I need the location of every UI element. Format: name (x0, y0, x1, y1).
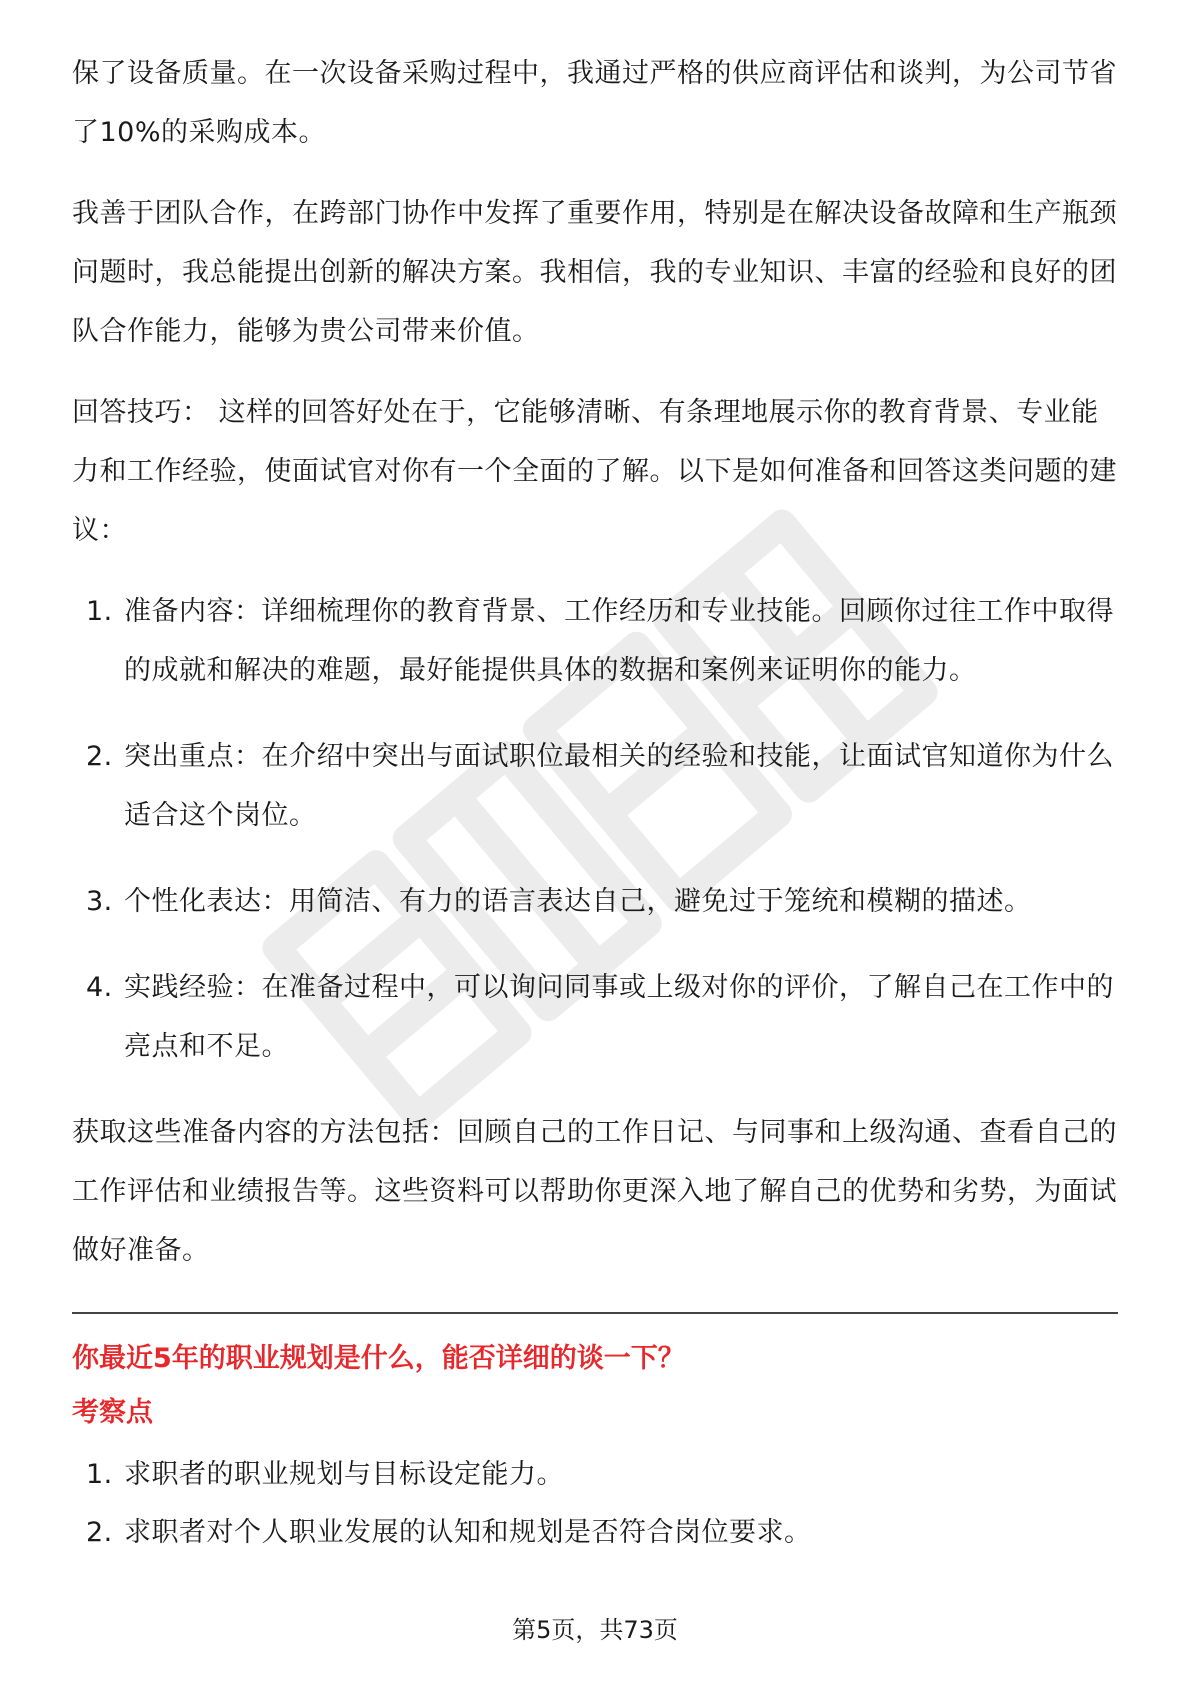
list-item-text: 个性化表达：用简洁、有力的语言表达自己，避免过于笼统和模糊的描述。 (124, 886, 1032, 917)
points-list (72, 1446, 1118, 1562)
list-item-text: 准备内容：详细梳理你的教育背景、工作经历和专业技能。回顾你过往工作中取得的成就和解决的难题，最好能提供具体的数据和案例来证明你的能力。 (124, 596, 1114, 686)
tips-list (72, 582, 1118, 1076)
intro-paragraph-2: 我善于团队合作，在跨部门协作中发挥了重要作用，特别是在解决设备故障和生产瓶颈问题时，我总能提出创新的解决方案。我相信，我的专业知识、丰富的经验和良好的团队合作能力，能够为贵公司带来价值。 (72, 198, 1117, 347)
list-number: 3. (86, 886, 113, 917)
question-title: 你最近5年的职业规划是什么，能否详细的谈一下？ (72, 1343, 685, 1374)
list-item (72, 958, 1118, 1076)
list-item (72, 582, 1118, 700)
list-item-text: 求职者对个人职业发展的认知和规划是否符合岗位要求。 (124, 1517, 812, 1548)
list-number: 2. (86, 741, 113, 772)
answer-tips-paragraph: 回答技巧： 这样的回答好处在于，它能够清晰、有条理地展示你的教育背景、专业能力和工作经验，使面试官对你有一个全面的了解。以下是如何准备和回答这类问题的建议： (72, 397, 1117, 546)
list-number: 1. (86, 1459, 113, 1490)
list-number: 1. (86, 596, 113, 627)
closing-paragraph: 获取这些准备内容的方法包括：回顾自己的工作日记、与同事和上级沟通、查看自己的工作评估和业绩报告等。这些资料可以帮助你更深入地了解自己的优势和劣势，为面试做好准备。 (72, 1117, 1117, 1266)
list-item (72, 872, 1118, 931)
list-item (72, 727, 1118, 845)
list-item (72, 1504, 1118, 1562)
list-number: 2. (86, 1517, 113, 1548)
page-footer: 第5页，共73页 (512, 1616, 678, 1644)
list-item-text: 求职者的职业规划与目标设定能力。 (124, 1459, 564, 1490)
list-item-text: 实践经验：在准备过程中，可以询问同事或上级对你的评价，了解自己在工作中的亮点和不足。 (124, 972, 1114, 1062)
section-divider (72, 1312, 1118, 1314)
document-body (72, 44, 1118, 1562)
section-label: 考察点 (72, 1397, 153, 1428)
list-number: 4. (86, 972, 113, 1003)
list-item (72, 1446, 1118, 1504)
intro-paragraph-1: 保了设备质量。在一次设备采购过程中，我通过严格的供应商评估和谈判，为公司节省了10%的采购成本。 (72, 58, 1117, 148)
list-item-text: 突出重点：在介绍中突出与面试职位最相关的经验和技能，让面试官知道你为什么适合这个岗位。 (124, 741, 1114, 831)
